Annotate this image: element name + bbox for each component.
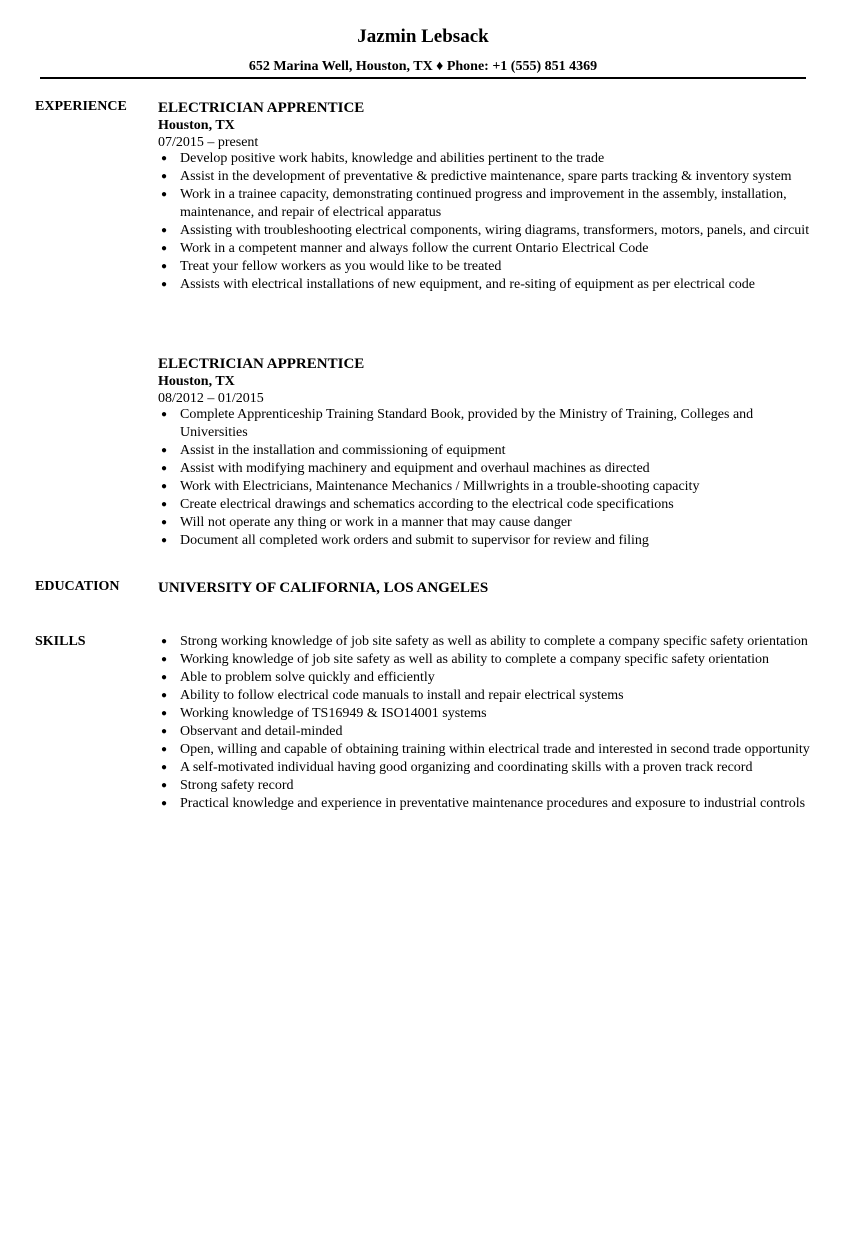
skill-text: Working knowledge of TS16949 & ISO14001 systems [180,706,487,721]
list-item [158,496,810,514]
duty-text: Will not operate any thing or work in a manner that may cause danger [180,515,572,530]
job-duties-list [158,406,818,550]
list-item [158,150,810,168]
list-item [158,186,810,222]
duty-text: Work with Electricians, Maintenance Mechanics / Millwrights in a trouble-shooting capacity [180,479,700,494]
education-heading: EDUCATION [35,579,120,594]
skills-list [158,633,818,813]
contact-line: 652 Marina Well, Houston, TX ♦ Phone: +1 (555) 851 4369 [248,59,598,74]
bullet-icon: ● [161,261,168,272]
duty-text: Create electrical drawings and schematics according to the electrical code specifications [180,497,674,512]
list-item [158,478,810,496]
job-title: ELECTRICIAN APPRENTICE [158,356,365,372]
list-item [158,222,810,240]
list-item [158,741,810,759]
duty-text: Assist with modifying machinery and equipment and overhaul machines as directed [180,461,650,476]
duty-text: Treat your fellow workers as you would like to be treated [180,259,502,274]
duty-text: Document all completed work orders and submit to supervisor for review and filing [180,533,649,548]
bullet-icon: ● [161,672,168,683]
duty-text: Assist in the development of preventative & predictive maintenance, spare parts tracking & inventory system [180,169,792,184]
list-item [158,705,810,723]
duty-text: Assist in the installation and commissioning of equipment [180,443,506,458]
bullet-icon: ● [161,445,168,456]
experience-heading: EXPERIENCE [35,99,127,114]
list-item [158,406,810,442]
skill-text: Strong working knowledge of job site safety as well as ability to complete a company specific safety orientation [180,634,808,649]
list-item [158,777,810,795]
list-item [158,442,810,460]
list-item [158,460,810,478]
list-item [158,723,810,741]
duty-text: Work in a trainee capacity, demonstrating continued progress and improvement in the assembly, installation, maintenance, and repair of electrical apparatus [180,187,787,220]
list-item [158,258,810,276]
bullet-icon: ● [161,636,168,647]
job-duties-list [158,150,818,294]
bullet-icon: ● [161,171,168,182]
bullet-icon: ● [161,481,168,492]
candidate-name: Jazmin Lebsack [357,26,489,47]
bullet-icon: ● [161,762,168,773]
skills-block [158,633,818,813]
bullet-icon: ● [161,780,168,791]
skill-text: Working knowledge of job site safety as well as ability to complete a company specific safety orientation [180,652,770,667]
list-item [158,276,810,294]
skill-text: Practical knowledge and experience in preventative maintenance procedures and exposure to industrial controls [180,796,806,811]
school-name: UNIVERSITY OF CALIFORNIA, LOS ANGELES [158,580,489,596]
list-item [158,168,810,186]
job-title: ELECTRICIAN APPRENTICE [158,100,365,116]
list-item [158,240,810,258]
duty-text: Work in a competent manner and always follow the current Ontario Electrical Code [180,241,649,256]
bullet-icon: ● [161,654,168,665]
bullet-icon: ● [161,279,168,290]
bullet-icon: ● [161,708,168,719]
skill-text: Strong safety record [180,778,294,793]
education-entry [158,579,818,597]
bullet-icon: ● [161,409,168,420]
job-location: Houston, TX [158,118,235,133]
skill-text: Able to problem solve quickly and efficiently [180,670,435,685]
job-dates: 07/2015 – present [158,135,259,150]
bullet-icon: ● [161,153,168,164]
header-divider [40,77,806,79]
bullet-icon: ● [161,535,168,546]
bullet-icon: ● [161,463,168,474]
skill-text: Ability to follow electrical code manuals to install and repair electrical systems [180,688,624,703]
job-dates: 08/2012 – 01/2015 [158,391,264,406]
list-item [158,532,810,550]
bullet-icon: ● [161,189,168,200]
skills-heading: SKILLS [35,634,86,649]
list-item [158,651,810,669]
list-item [158,669,810,687]
bullet-icon: ● [161,744,168,755]
bullet-icon: ● [161,726,168,737]
skill-text: Observant and detail-minded [180,724,343,739]
experience-entry-2 [158,355,818,550]
duty-text: Assists with electrical installations of new equipment, and re-siting of equipment as per electrical code [180,277,755,292]
skill-text: A self-motivated individual having good organizing and coordinating skills with a proven track record [180,760,753,775]
list-item [158,687,810,705]
job-location: Houston, TX [158,374,235,389]
list-item [158,795,810,813]
list-item [158,514,810,532]
bullet-icon: ● [161,499,168,510]
bullet-icon: ● [161,798,168,809]
bullet-icon: ● [161,517,168,528]
bullet-icon: ● [161,690,168,701]
skill-text: Open, willing and capable of obtaining training within electrical trade and interested in second trade opportunity [180,742,810,757]
duty-text: Complete Apprenticeship Training Standard Book, provided by the Ministry of Training, Colleges and Universities [180,407,754,440]
list-item [158,759,810,777]
bullet-icon: ● [161,243,168,254]
list-item [158,633,810,651]
duty-text: Develop positive work habits, knowledge and abilities pertinent to the trade [180,151,605,166]
experience-entry-1 [158,99,818,294]
duty-text: Assisting with troubleshooting electrical components, wiring diagrams, transformers, motors, panels, and circuit [180,223,810,238]
bullet-icon: ● [161,225,168,236]
